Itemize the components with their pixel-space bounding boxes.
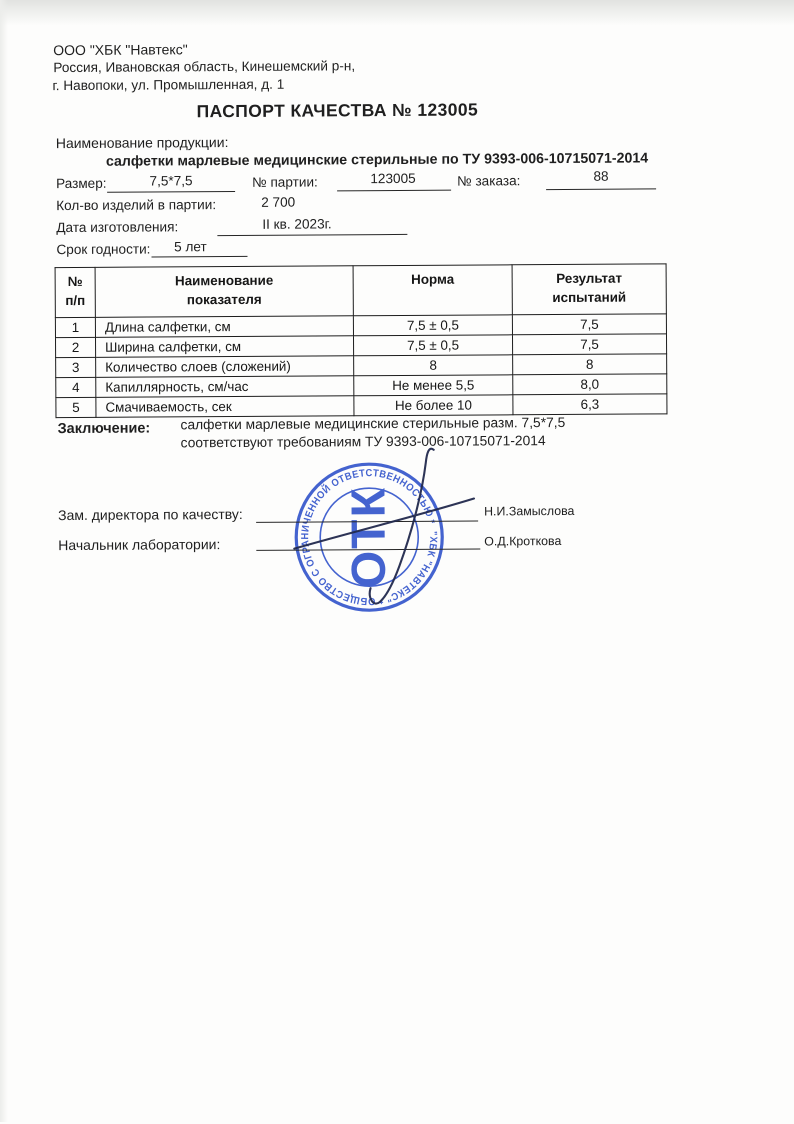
row-norm: 8 bbox=[354, 355, 513, 376]
signature-label-deputy-director: Зам. директора по качеству: bbox=[58, 505, 243, 524]
company-address-line2: г. Навопоки, ул. Промышленная, д. 1 bbox=[52, 76, 285, 94]
mfg-date-label: Дата изготовления: bbox=[56, 219, 179, 236]
handwritten-signature bbox=[271, 439, 502, 620]
conclusion-line1: салфетки марлевые медицинские стерильные разм. 7,5*7,5 bbox=[180, 414, 566, 433]
row-name: Ширина салфетки, см bbox=[95, 336, 353, 358]
row-result: 8,0 bbox=[513, 374, 667, 395]
company-address-line1: Россия, Ивановская область, Кинешемский р-н, bbox=[53, 58, 356, 76]
row-result: 6,3 bbox=[513, 394, 667, 415]
signature-stroke bbox=[294, 499, 474, 549]
mfg-date-underline bbox=[217, 234, 407, 236]
table-header-row bbox=[55, 264, 666, 318]
order-label: № заказа: bbox=[457, 173, 521, 189]
row-norm: Не менее 5,5 bbox=[354, 375, 513, 396]
test-results-table bbox=[55, 263, 668, 418]
shelf-life-value: 5 лет bbox=[174, 239, 207, 255]
row-norm: 7,5 ± 0,5 bbox=[353, 335, 512, 356]
header-result: Результат испытаний bbox=[512, 264, 666, 315]
row-name: Количество слоев (сложений) bbox=[96, 356, 354, 378]
row-num: 4 bbox=[56, 377, 96, 397]
order-underline bbox=[546, 188, 656, 190]
batch-value: 123005 bbox=[370, 170, 416, 187]
company-name: ООО "ХБК "Навтекс" bbox=[53, 41, 188, 59]
row-name: Длина салфетки, см bbox=[95, 316, 353, 338]
order-value: 88 bbox=[593, 168, 609, 184]
product-name-value: салфетки марлевые медицинские стерильные по ТУ 9393-006-10715071-2014 bbox=[105, 150, 649, 170]
size-value: 7,5*7,5 bbox=[149, 173, 193, 189]
size-underline bbox=[107, 191, 235, 193]
row-result: 7,5 bbox=[512, 314, 666, 335]
row-num: 5 bbox=[56, 397, 96, 417]
row-name: Капиллярность, см/час bbox=[96, 376, 354, 398]
conclusion-label: Заключение: bbox=[57, 420, 151, 438]
row-result: 7,5 bbox=[512, 334, 666, 355]
header-name: Наименование показателя bbox=[95, 266, 353, 318]
quantity-value: 2 700 bbox=[261, 194, 296, 210]
signature-name-lab-head: О.Д.Кроткова bbox=[484, 533, 562, 549]
product-name-label: Наименование продукции: bbox=[55, 134, 229, 152]
row-num: 3 bbox=[56, 357, 96, 377]
page-title: ПАСПОРТ КАЧЕСТВА № 123005 bbox=[196, 99, 479, 122]
stamp-center-text: ОТК bbox=[342, 486, 397, 589]
row-norm: Не более 10 bbox=[354, 395, 513, 416]
size-label: Размер: bbox=[56, 175, 107, 192]
stamp-ring-text: "ХБК "НАВТЕКС" * ОБЩЕСТВО С ОГРАНИЧЕННОЙ ОТВЕТСТВЕННОСТЬЮ * bbox=[300, 468, 439, 607]
row-norm: 7,5 ± 0,5 bbox=[353, 315, 512, 336]
shelf-life-label: Срок годности: bbox=[56, 241, 151, 258]
batch-underline bbox=[337, 190, 451, 192]
mfg-date-value: II кв. 2023г. bbox=[262, 216, 332, 232]
signature-label-lab-head: Начальник лаборатории: bbox=[58, 536, 221, 554]
header-norm: Норма bbox=[353, 265, 512, 316]
quantity-label: Кол-во изделий в партии: bbox=[56, 197, 217, 214]
shelf-life-underline bbox=[152, 256, 248, 258]
row-num: 2 bbox=[55, 337, 95, 357]
header-num: № п/п bbox=[55, 267, 95, 317]
row-result: 8 bbox=[513, 354, 667, 375]
signature-name-deputy-director: Н.И.Замыслова bbox=[484, 503, 575, 519]
row-num: 1 bbox=[55, 317, 95, 337]
row-name: Смачиваемость, сек bbox=[96, 396, 354, 418]
table-row bbox=[56, 394, 667, 418]
batch-label: № партии: bbox=[252, 174, 318, 190]
conclusion-line2: соответствуют требованиям ТУ 9393-006-10715071-2014 bbox=[180, 433, 546, 451]
